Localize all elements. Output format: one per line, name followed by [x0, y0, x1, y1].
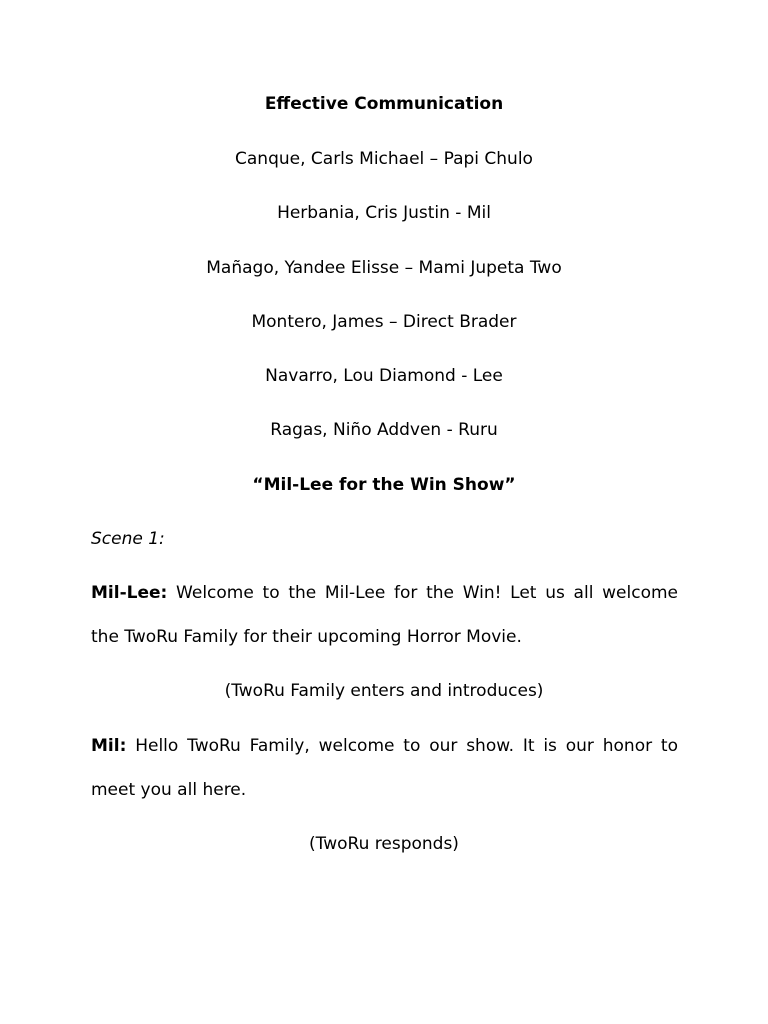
- document-title: Effective Communication: [264, 94, 504, 114]
- stage-direction: (TwoRu Family enters and introduces): [224, 681, 544, 701]
- member-line: Montero, James – Direct Brader: [251, 312, 517, 332]
- member-line: Mañago, Yandee Elisse – Mami Jupeta Two: [206, 258, 562, 278]
- dialogue-line: [91, 582, 678, 604]
- member-line: Ragas, Niño Addven - Ruru: [270, 420, 498, 440]
- dialogue-text: Hello TwoRu Family, welcome to our show. It is our honor to: [126, 736, 678, 756]
- scene-label: Scene 1:: [91, 529, 165, 549]
- member-line: Canque, Carls Michael – Papi Chulo: [235, 149, 533, 169]
- dialogue-line: the TwoRu Family for their upcoming Horror Movie.: [91, 627, 522, 647]
- member-line: Navarro, Lou Diamond - Lee: [265, 366, 503, 386]
- show-title: “Mil-Lee for the Win Show”: [252, 475, 516, 495]
- speaker-label: Mil:: [91, 736, 127, 756]
- speaker-label: Mil-Lee:: [91, 583, 168, 603]
- stage-direction: (TwoRu responds): [309, 834, 459, 854]
- dialogue-line: [91, 735, 678, 757]
- member-line: Herbania, Cris Justin - Mil: [277, 203, 491, 223]
- dialogue-text: Welcome to the Mil-Lee for the Win! Let us all welcome: [167, 583, 678, 603]
- dialogue-line: meet you all here.: [91, 780, 247, 800]
